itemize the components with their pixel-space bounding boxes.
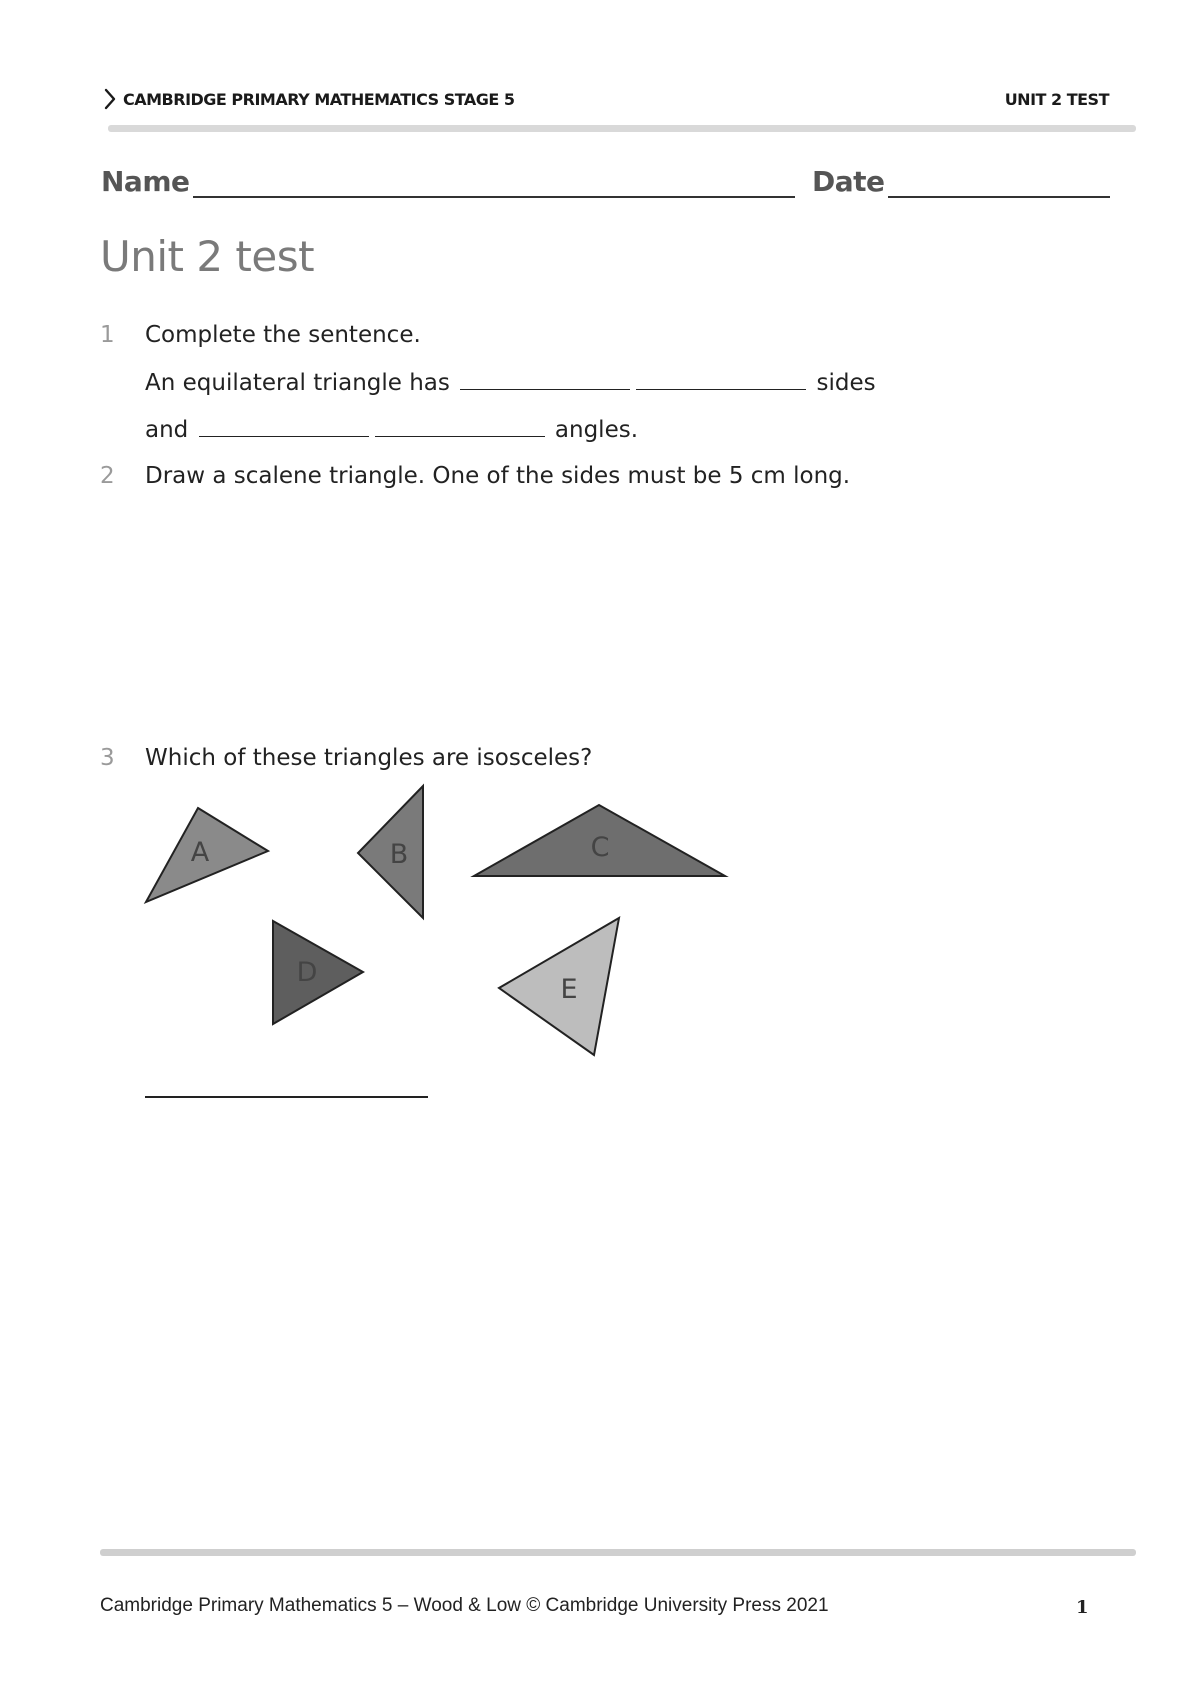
triangle-c-label: C [590,832,610,863]
page-title: Unit 2 test [100,232,315,281]
student-fields [101,165,1111,205]
triangle-e[interactable] [499,918,619,1055]
answer-blank[interactable] [460,369,630,390]
question-1-number: 1 [100,322,115,348]
triangle-e-label: E [560,974,578,1005]
date-field[interactable] [888,196,1110,198]
question-1-line-3-end: angles. [554,417,639,443]
question-3-prompt: Which of these triangles are isosceles? [145,745,593,771]
question-1-line-3 [145,416,638,443]
name-field[interactable] [193,196,795,198]
series-title: CAMBRIDGE PRIMARY MATHEMATICS STAGE 5 [123,89,515,109]
question-2-number: 2 [100,463,115,489]
question-1-line-3-start: and [145,417,189,443]
footer-credit: Cambridge Primary Mathematics 5 – Wood & Low © Cambridge University Press 2021 [100,1595,829,1616]
triangle-b-label: B [389,839,409,870]
triangle-b-group [358,786,423,918]
running-header [103,84,1109,114]
question-3-number: 3 [100,745,115,771]
triangle-d-group [273,921,363,1024]
chevron-right-icon [103,88,117,110]
question-1-line-2-end: sides [816,370,876,396]
question-1-prompt: Complete the sentence. [145,322,421,348]
triangle-a-group [146,808,268,902]
triangle-d-label: D [296,957,318,988]
question-2-prompt: Draw a scalene triangle. One of the sides must be 5 cm long. [145,463,851,489]
footer-divider [100,1549,1136,1556]
header-left [103,88,515,110]
question-3-answer-field[interactable] [145,1096,428,1098]
triangle-c-group [474,805,725,876]
triangle-d[interactable] [273,921,363,1024]
answer-blank[interactable] [199,416,369,437]
question-1-line-2-start: An equilateral triangle has [145,370,450,396]
question-1-line-2 [145,369,876,396]
header-divider [108,125,1136,132]
answer-blank[interactable] [375,416,545,437]
triangle-e-group [499,918,619,1055]
triangle-a-label: A [190,837,210,868]
answer-blank[interactable] [636,369,806,390]
drawing-area[interactable] [145,500,1095,730]
page-number: 1 [1076,1597,1089,1618]
date-label: Date [812,165,885,198]
unit-label: UNIT 2 TEST [1004,89,1109,109]
name-label: Name [101,165,190,198]
